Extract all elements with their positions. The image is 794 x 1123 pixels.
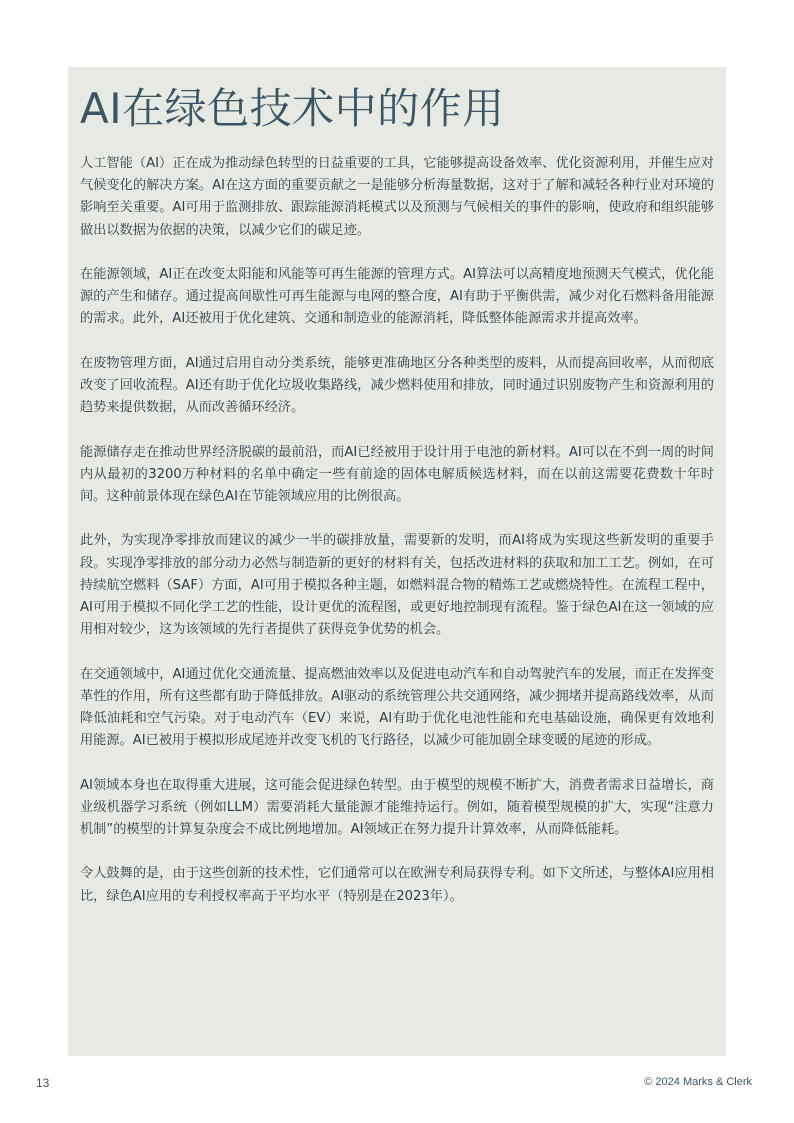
paragraph-storage: 能源储存走在推动世界经济脱碳的最前沿，而AI已经被用于设计用于电池的新材料。AI可以在不到一周的时间内从最初的3200万种材料的名单中确定一些有前途的固体电解质候选材料，而在以前这需要花费数十年时间。这种前景体现在绿色AI在节能领域应用的比例很高。 [80, 444, 714, 504]
content-panel [68, 67, 726, 1056]
copyright-notice: © 2024 Marks & Clerk [644, 1076, 752, 1088]
paragraph-waste: 在废物管理方面，AI通过启用自动分类系统，能够更准确地区分各种类型的废料，从而提高回收率，从而彻底改变了回收流程。AI还有助于优化垃圾收集路线，减少燃料使用和排放，同时通过识别废物产生和资源利用的趋势来提供数据，从而改善循环经济。 [80, 355, 714, 416]
page-title: AI在绿色技术中的作用 [80, 84, 505, 133]
page-number: 13 [36, 1076, 50, 1090]
paragraph-patents: 令人鼓舞的是，由于这些创新的技术性，它们通常可以在欧洲专利局获得专利。如下文所述，与整体AI应用相比，绿色AI应用的专利授权率高于平均水平（特别是在2023年）。 [80, 866, 714, 904]
paragraph-intro: 人工智能（AI）正在成为推动绿色转型的日益重要的工具，它能够提高设备效率、优化资源利用，并催生应对气候变化的解决方案。AI在这方面的重要贡献之一是能够分析海量数据，这对于了解和减轻各种行业对环境的影响至关重要。AI可用于监测排放、跟踪能源消耗模式以及预测与气候相关的事件的影响，使政府和组织能够做出以数据为依据的决策，以减少它们的碳足迹。 [80, 156, 714, 238]
paragraph-ai-field: AI领域本身也在取得重大进展，这可能会促进绿色转型。由于模型的规模不断扩大，消费者需求日益增长，商业级机器学习系统（例如LLM）需要消耗大量能源才能维持运行。例如，随着模型规模的扩大，实现“注意力机制”的模型的计算复杂度会不成比例地增加。AI领域正在努力提升计算效率，从而降低能耗。 [80, 777, 714, 837]
paragraph-energy: 在能源领域，AI正在改变太阳能和风能等可再生能源的管理方式。AI算法可以高精度地预测天气模式，优化能源的产生和储存。通过提高间歇性可再生能源与电网的整合度，AI有助于平衡供需，减少对化石燃料备用能源的需求。此外，AI还被用于优化建筑、交通和制造业的能源消耗，降低整体能源需求并提高效率。 [80, 267, 714, 327]
paragraph-transport: 在交通领域中，AI通过优化交通流量、提高燃油效率以及促进电动汽车和自动驾驶汽车的发展，而正在发挥变革性的作用，所有这些都有助于降低排放。AI驱动的系统管理公共交通网络，减少拥堵并提高路线效率，从而降低油耗和空气污染。对于电动汽车（EV）来说，AI有助于优化电池性能和充电基础设施，确保更有效地利用能源。AI已被用于模拟形成尾迹并改变飞机的飞行路径，以减少可能加剧全球变暖的尾迹的形成。 [80, 666, 714, 749]
paragraph-net-zero: 此外，为实现净零排放而建议的减少一半的碳排放量，需要新的发明，而AI将成为实现这些新发明的重要手段。实现净零排放的部分动力必然与制造新的更好的材料有关，包括改进材料的获取和加工工艺。例如，在可持续航空燃料（SAF）方面，AI可用于模拟各种主题，如燃料混合物的精炼工艺或燃烧特性。在流程工程中，AI可用于模拟不同化学工艺的性能，设计更优的流程图，或更好地控制现有流程。鉴于绿色AI在这一领域的应用相对较少，这为该领域的先行者提供了获得竞争优势的机会。 [80, 533, 714, 638]
